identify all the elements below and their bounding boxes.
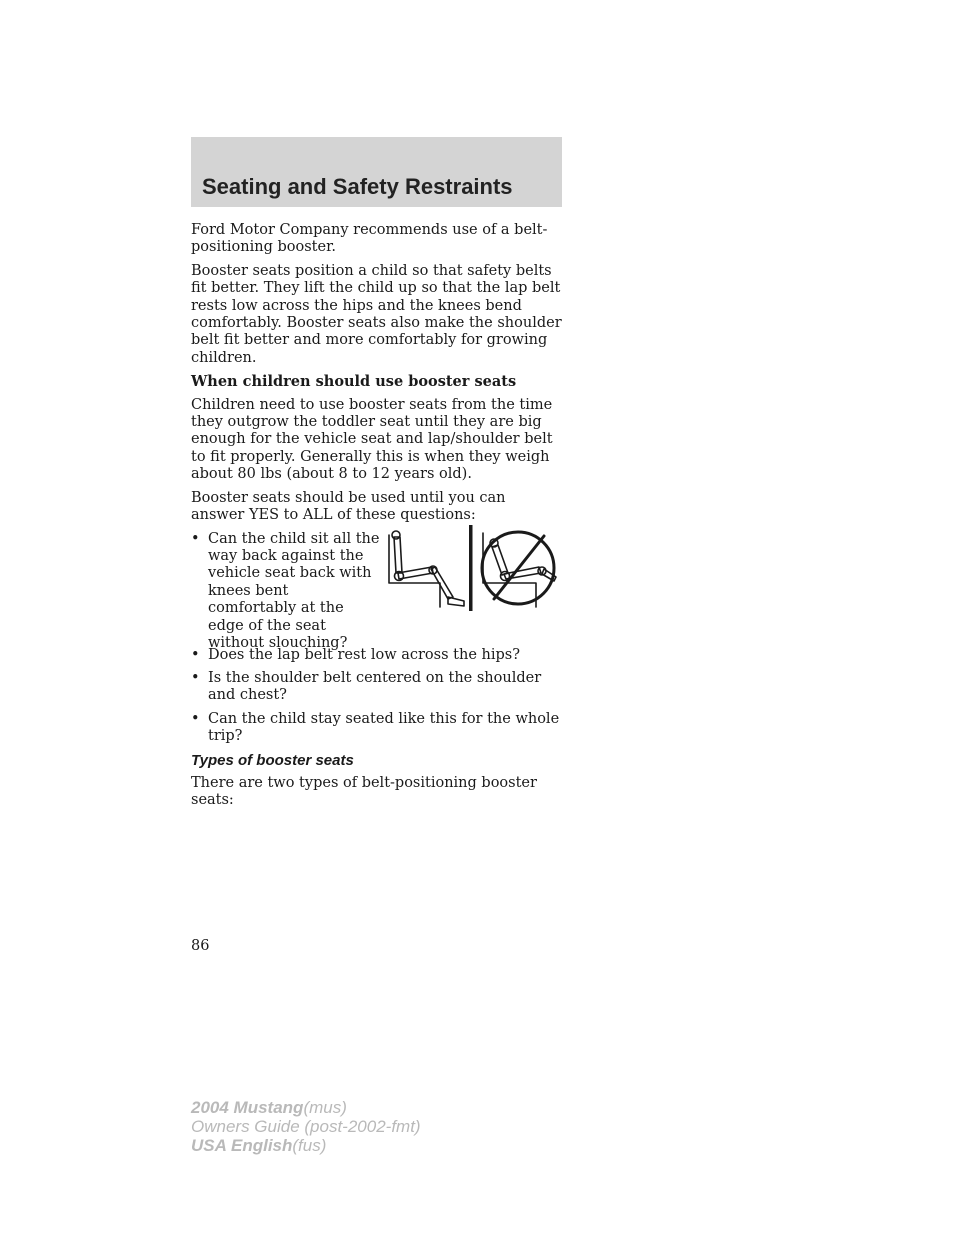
heading-when-to-use: When children should use booster seats bbox=[191, 373, 517, 391]
bullet-glyph: • bbox=[191, 530, 200, 547]
bullet-glyph: • bbox=[191, 710, 200, 727]
seating-posture-illustration bbox=[384, 525, 559, 611]
incorrect-torso bbox=[492, 545, 508, 575]
subheading-booster-types: Types of booster seats bbox=[191, 751, 354, 769]
correct-posture-figure bbox=[389, 531, 464, 607]
correct-torso bbox=[394, 537, 402, 573]
bullet-glyph: • bbox=[191, 669, 200, 686]
list-item bbox=[191, 670, 563, 705]
footer-line-guide: Owners Guide (post-2002-fmt) bbox=[191, 1117, 421, 1136]
footer-line-language bbox=[191, 1136, 421, 1155]
incorrect-posture-figure bbox=[482, 532, 556, 607]
footer-model-code: (mus) bbox=[303, 1098, 347, 1117]
page-content bbox=[191, 222, 563, 816]
footer-language-code: (fus) bbox=[292, 1136, 327, 1155]
correct-foot bbox=[448, 597, 464, 606]
list-item-text: Can the child stay seated like this for the whole trip? bbox=[208, 710, 560, 745]
list-item bbox=[191, 647, 563, 664]
section-header-band bbox=[191, 137, 562, 207]
list-item bbox=[191, 711, 563, 746]
list-item-text: Can the child sit all the way back against the vehicle seat back with knees bent comfortably at the edge of the seat without slouching? bbox=[208, 530, 380, 651]
footer-model-name: 2004 Mustang bbox=[191, 1098, 304, 1117]
footer-line-model bbox=[191, 1098, 421, 1117]
section-title: Seating and Safety Restraints bbox=[202, 174, 513, 199]
paragraph-booster-purpose: Booster seats position a child so that safety belts fit better. They lift the child up so that the lap belt rests low across the hips and the knees bend comfortably. Booster seats also make the shoulder belt fit better and more comfortably for growing children. bbox=[191, 262, 562, 366]
paragraph-questions-intro: Booster seats should be used until you can answer YES to ALL of these questions: bbox=[191, 489, 506, 524]
paragraph-age-weight: Children need to use booster seats from the time they outgrow the toddler seat until they are big enough for the vehicle seat and lap/shoulder belt to fit properly. Generally this is when they weigh about 80 lbs (about 8 to 12 years old). bbox=[191, 396, 553, 483]
footer-language-name: USA English bbox=[191, 1136, 293, 1155]
page-number: 86 bbox=[191, 938, 210, 954]
paragraph-two-types: There are two types of belt-positioning booster seats: bbox=[191, 774, 537, 809]
bullet-glyph: • bbox=[191, 646, 200, 663]
list-item-text: Is the shoulder belt centered on the shoulder and chest? bbox=[208, 669, 542, 704]
paragraph-recommendation: Ford Motor Company recommends use of a belt-positioning booster. bbox=[191, 222, 548, 256]
figure-divider bbox=[469, 525, 473, 611]
document-footer bbox=[191, 1098, 421, 1155]
list-item-text: Does the lap belt rest low across the hips? bbox=[208, 646, 520, 663]
